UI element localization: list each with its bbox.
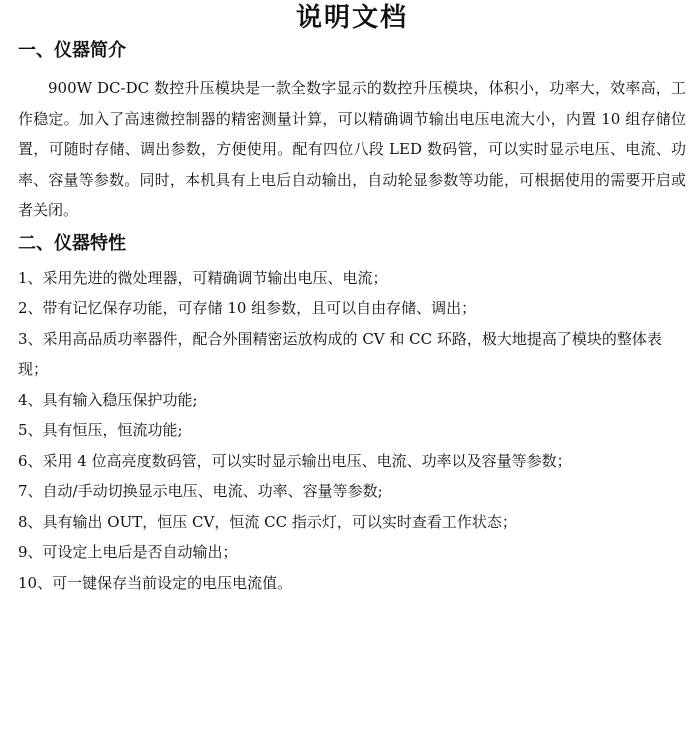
feature-item-1: 1、采用先进的微处理器，可精确调节输出电压、电流；: [18, 268, 388, 287]
feature-item-8: 8、具有输出 OUT，恒压 CV，恒流 CC 指示灯，可以实时查看工作状态；: [18, 512, 517, 531]
section-heading-features: 二、仪器特性: [18, 232, 126, 254]
feature-item-5: 5、具有恒压，恒流功能;: [18, 421, 183, 439]
feature-item-6: 6、采用 4 位高亮度数码管，可以实时显示输出电压、电流、功率以及容量等参数；: [18, 451, 572, 470]
feature-item-2: 2、带有记忆保存功能，可存储 10 组参数，且可以自由存储、调出；: [18, 299, 477, 317]
feature-list: [18, 263, 686, 599]
introduction-paragraph: 900W DC-DC 数控升压模块是一款全数字显示的数控升压模块，体积小，功率大，效率高，工作稳定。加入了高速微控制器的精密测量计算，可以精确调节输出电压电流大小，内置 10 组存储位置，可随时存储、调出参数，方便使用。配有四位八段 LED 数码管，可以实时显示电压、电流、功率、容量等参数。同时，本机具有上电后自动输出，自动轮显参数等功能，可根据使用的需要开启或者关闭。: [18, 79, 686, 219]
feature-item-7: 7、自动/手动切换显示电压、电流、功率、容量等参数;: [18, 482, 383, 500]
feature-item-9: 9、可设定上电后是否自动输出；: [18, 543, 238, 561]
section-heading-introduction: 一、仪器简介: [18, 40, 126, 61]
feature-item-10: 10、可一键保存当前设定的电压电流值。: [18, 573, 293, 592]
feature-item-4: 4、具有输入稳压保护功能;: [18, 390, 198, 409]
feature-item-3: 3、采用高品质功率器件，配合外围精密运放构成的 CV 和 CC 环路，极大地提高了模块的整体表现；: [18, 329, 662, 378]
document-page: [18, 0, 686, 598]
document-title: 说明文档: [295, 3, 408, 33]
